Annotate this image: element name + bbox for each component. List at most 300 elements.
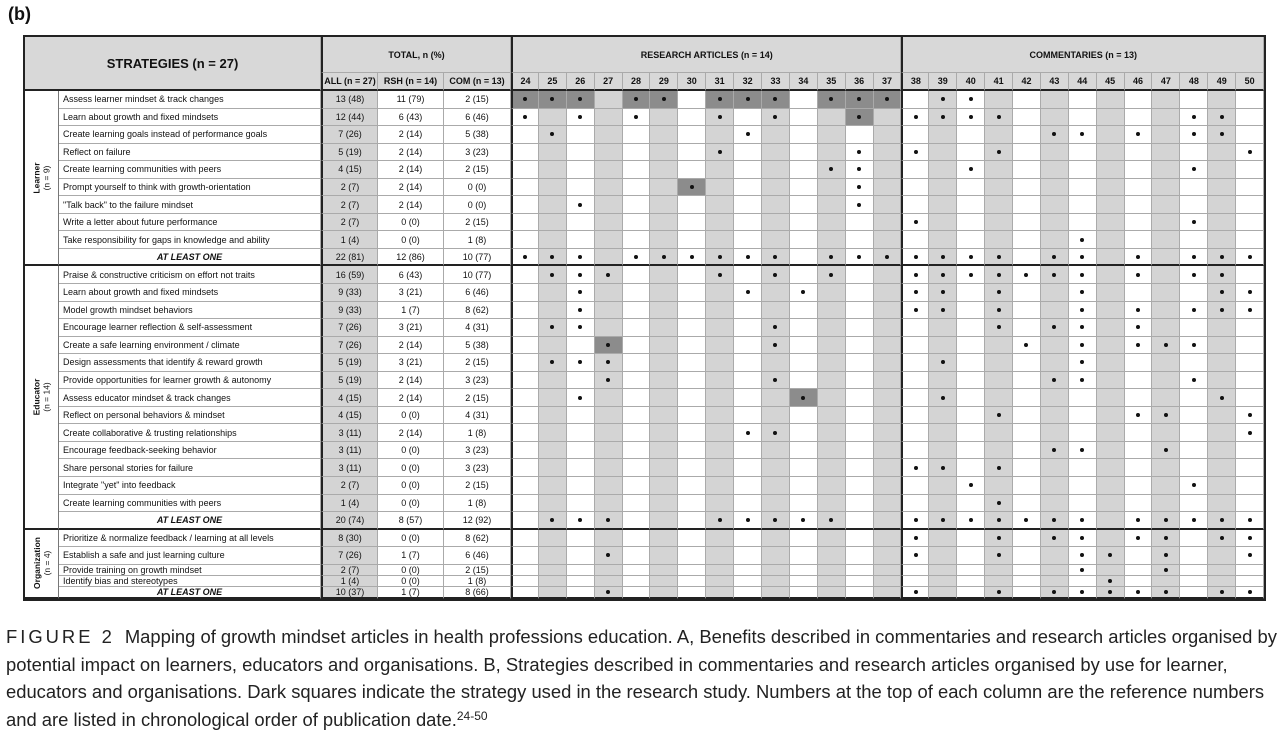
mapping-cell: [874, 126, 902, 144]
mapping-cell: [1097, 231, 1125, 249]
mapping-cell: [790, 512, 818, 530]
mapping-cell: [818, 109, 846, 127]
panel-label: (b): [8, 4, 31, 24]
com-count-cell: 2 (15): [444, 477, 511, 495]
mapping-cell: [790, 587, 818, 599]
mapping-cell: [678, 126, 706, 144]
mapping-cell: [1069, 319, 1097, 337]
rsh-count-cell: 0 (0): [378, 214, 444, 232]
mapping-cell: [929, 109, 957, 127]
mapping-cell: [790, 495, 818, 513]
mapping-cell: [650, 587, 678, 599]
mapping-cell: [790, 407, 818, 425]
mapping-cell: [985, 196, 1013, 214]
mapping-cell: [734, 407, 762, 425]
mapping-cell: [1041, 477, 1069, 495]
mapping-cell: [874, 337, 902, 355]
mapping-cell: [985, 530, 1013, 548]
mapping-cell: [706, 389, 734, 407]
strategy-dot: [1192, 308, 1196, 312]
strategy-label: Learn about growth and fixed mindsets: [59, 284, 321, 302]
strategy-dot: [969, 167, 973, 171]
mapping-cell: [650, 144, 678, 162]
strategy-dot: [606, 518, 610, 522]
mapping-cell: [567, 126, 595, 144]
strategy-label: Prompt yourself to think with growth-orientation: [59, 179, 321, 197]
strategy-label: Share personal stories for failure: [59, 459, 321, 477]
mapping-cell: [1041, 302, 1069, 320]
mapping-cell: [1236, 495, 1264, 513]
mapping-cell: [567, 442, 595, 460]
mapping-cell: [762, 266, 790, 284]
mapping-cell: [957, 372, 985, 390]
com-count-cell: 3 (23): [444, 442, 511, 460]
com-count-cell: 8 (62): [444, 302, 511, 320]
mapping-cell: [734, 372, 762, 390]
mapping-cell: [706, 495, 734, 513]
strategy-dot: [801, 396, 805, 400]
com-count-cell: 1 (8): [444, 576, 511, 587]
commentaries-header: COMMENTARIES (n = 13): [901, 37, 1264, 73]
mapping-cell: [1125, 424, 1153, 442]
all-count-cell: 3 (11): [321, 442, 378, 460]
mapping-cell: [846, 576, 874, 587]
mapping-cell: [1041, 337, 1069, 355]
mapping-cell: [929, 196, 957, 214]
mapping-cell: [511, 530, 539, 548]
mapping-cell: [567, 424, 595, 442]
mapping-cell: [650, 372, 678, 390]
mapping-cell: [567, 576, 595, 587]
mapping-cell: [567, 144, 595, 162]
strategy-label: Learn about growth and fixed mindsets: [59, 109, 321, 127]
mapping-cell: [874, 547, 902, 565]
mapping-cell: [1152, 196, 1180, 214]
mapping-cell: [511, 337, 539, 355]
mapping-cell: [1069, 337, 1097, 355]
mapping-cell: [1208, 459, 1236, 477]
strategy-dot: [1080, 343, 1084, 347]
mapping-cell: [1208, 109, 1236, 127]
mapping-cell: [511, 161, 539, 179]
com-count-cell: 3 (23): [444, 459, 511, 477]
ref-number-header: 44: [1069, 73, 1097, 91]
mapping-cell: [539, 214, 567, 232]
mapping-cell: [567, 214, 595, 232]
mapping-cell: [1069, 161, 1097, 179]
strategy-dot: [606, 378, 610, 382]
mapping-cell: [1180, 214, 1208, 232]
mapping-cell: [929, 424, 957, 442]
mapping-cell: [762, 512, 790, 530]
mapping-cell: [1097, 179, 1125, 197]
rsh-count-cell: 3 (21): [378, 284, 444, 302]
rsh-count-cell: 2 (14): [378, 337, 444, 355]
strategy-dot: [969, 483, 973, 487]
mapping-cell: [1013, 266, 1041, 284]
mapping-cell: [1125, 576, 1153, 587]
mapping-cell: [1208, 91, 1236, 109]
strategy-dot: [662, 97, 666, 101]
mapping-cell: [762, 126, 790, 144]
strategy-dot: [1220, 536, 1224, 540]
ref-number-header: 34: [790, 73, 818, 91]
mapping-cell: [650, 530, 678, 548]
com-count-cell: 3 (23): [444, 372, 511, 390]
strategy-dot: [914, 518, 918, 522]
mapping-cell: [818, 126, 846, 144]
mapping-cell: [539, 109, 567, 127]
ref-number-header: 39: [929, 73, 957, 91]
rsh-count-cell: 2 (14): [378, 179, 444, 197]
mapping-cell: [929, 372, 957, 390]
mapping-cell: [874, 459, 902, 477]
mapping-cell: [929, 144, 957, 162]
all-count-cell: 5 (19): [321, 144, 378, 162]
mapping-cell: [846, 372, 874, 390]
mapping-cell: [539, 459, 567, 477]
mapping-cell: [1069, 284, 1097, 302]
mapping-cell: [1125, 144, 1153, 162]
mapping-cell: [985, 284, 1013, 302]
mapping-cell: [1180, 337, 1208, 355]
mapping-cell: [706, 196, 734, 214]
mapping-cell: [734, 442, 762, 460]
mapping-cell: [567, 354, 595, 372]
mapping-cell: [1013, 407, 1041, 425]
strategy-dot: [578, 308, 582, 312]
mapping-cell: [1013, 231, 1041, 249]
com-count-cell: 3 (23): [444, 144, 511, 162]
mapping-cell: [790, 459, 818, 477]
mapping-cell: [511, 91, 539, 109]
mapping-cell: [818, 372, 846, 390]
strategy-dot: [1080, 568, 1084, 572]
mapping-cell: [1125, 214, 1153, 232]
mapping-cell: [957, 284, 985, 302]
ref-number-header: 42: [1013, 73, 1041, 91]
strategy-dot: [1136, 132, 1140, 136]
mapping-cell: [623, 459, 651, 477]
mapping-cell: [1236, 144, 1264, 162]
strategy-dot: [1136, 518, 1140, 522]
mapping-cell: [1041, 530, 1069, 548]
mapping-cell: [539, 249, 567, 267]
strategy-label: Reflect on failure: [59, 144, 321, 162]
mapping-cell: [957, 161, 985, 179]
mapping-cell: [1041, 319, 1069, 337]
mapping-cell: [539, 161, 567, 179]
mapping-cell: [762, 424, 790, 442]
mapping-cell: [567, 196, 595, 214]
strategy-dot: [857, 167, 861, 171]
mapping-cell: [901, 477, 929, 495]
mapping-cell: [1236, 547, 1264, 565]
mapping-cell: [1097, 530, 1125, 548]
mapping-cell: [929, 266, 957, 284]
mapping-cell: [985, 319, 1013, 337]
mapping-cell: [874, 354, 902, 372]
strategy-label: Identify bias and stereotypes: [59, 576, 321, 587]
strategy-label: Assess educator mindset & track changes: [59, 389, 321, 407]
mapping-cell: [874, 565, 902, 576]
mapping-cell: [539, 126, 567, 144]
mapping-cell: [567, 477, 595, 495]
mapping-cell: [929, 459, 957, 477]
mapping-cell: [762, 372, 790, 390]
strategy-dot: [857, 203, 861, 207]
mapping-cell: [790, 302, 818, 320]
strategy-dot: [997, 290, 1001, 294]
mapping-cell: [985, 424, 1013, 442]
mapping-cell: [957, 266, 985, 284]
strategy-label: Create learning communities with peers: [59, 495, 321, 513]
mapping-cell: [901, 565, 929, 576]
mapping-cell: [1013, 91, 1041, 109]
strategy-dot: [1220, 255, 1224, 259]
mapping-cell: [706, 284, 734, 302]
mapping-cell: [567, 389, 595, 407]
all-count-cell: 4 (15): [321, 407, 378, 425]
rsh-count-cell: 0 (0): [378, 576, 444, 587]
mapping-cell: [539, 565, 567, 576]
mapping-cell: [1125, 266, 1153, 284]
mapping-cell: [567, 337, 595, 355]
mapping-cell: [1097, 284, 1125, 302]
mapping-cell: [567, 530, 595, 548]
mapping-cell: [957, 249, 985, 267]
mapping-cell: [929, 179, 957, 197]
mapping-cell: [901, 389, 929, 407]
mapping-cell: [874, 91, 902, 109]
mapping-cell: [1236, 587, 1264, 599]
strategy-label: Prioritize & normalize feedback / learning at all levels: [59, 530, 321, 548]
mapping-cell: [818, 144, 846, 162]
mapping-cell: [818, 179, 846, 197]
mapping-cell: [706, 372, 734, 390]
mapping-cell: [1180, 231, 1208, 249]
strategy-dot: [550, 132, 554, 136]
mapping-cell: [623, 530, 651, 548]
rsh-count-cell: 1 (7): [378, 302, 444, 320]
strategy-label: Provide training on growth mindset: [59, 565, 321, 576]
group-count: (n = 4): [41, 550, 52, 576]
mapping-cell: [734, 179, 762, 197]
strategy-label: Provide opportunities for learner growth & autonomy: [59, 372, 321, 390]
mapping-cell: [1208, 266, 1236, 284]
mapping-cell: [511, 587, 539, 599]
mapping-cell: [734, 565, 762, 576]
ref-number-header: 45: [1097, 73, 1125, 91]
strategy-label: Design assessments that identify & reward growth: [59, 354, 321, 372]
mapping-cell: [595, 442, 623, 460]
strategy-dot: [941, 97, 945, 101]
strategy-dot: [1052, 132, 1056, 136]
mapping-cell: [901, 547, 929, 565]
mapping-cell: [1069, 495, 1097, 513]
mapping-cell: [901, 91, 929, 109]
mapping-cell: [511, 266, 539, 284]
mapping-cell: [846, 389, 874, 407]
mapping-cell: [1097, 214, 1125, 232]
mapping-cell: [762, 109, 790, 127]
mapping-cell: [511, 354, 539, 372]
all-count-cell: 2 (7): [321, 565, 378, 576]
mapping-cell: [901, 495, 929, 513]
mapping-cell: [650, 231, 678, 249]
mapping-cell: [595, 337, 623, 355]
mapping-cell: [1013, 459, 1041, 477]
strategy-dot: [550, 360, 554, 364]
strategy-dot: [1192, 483, 1196, 487]
rsh-count-cell: 0 (0): [378, 495, 444, 513]
strategy-dot: [550, 518, 554, 522]
mapping-cell: [539, 231, 567, 249]
strategy-label: Reflect on personal behaviors & mindset: [59, 407, 321, 425]
mapping-cell: [1041, 547, 1069, 565]
mapping-cell: [985, 91, 1013, 109]
mapping-cell: [678, 266, 706, 284]
mapping-cell: [595, 249, 623, 267]
mapping-cell: [1125, 249, 1153, 267]
ref-number-header: 28: [623, 73, 651, 91]
mapping-cell: [846, 587, 874, 599]
mapping-cell: [1125, 179, 1153, 197]
mapping-cell: [874, 231, 902, 249]
mapping-cell: [762, 302, 790, 320]
strategy-dot: [578, 273, 582, 277]
mapping-cell: [539, 196, 567, 214]
mapping-cell: [1041, 231, 1069, 249]
mapping-cell: [1208, 179, 1236, 197]
strategy-dot: [941, 115, 945, 119]
strategy-dot: [746, 431, 750, 435]
strategy-dot: [1052, 536, 1056, 540]
mapping-cell: [1180, 587, 1208, 599]
mapping-cell: [901, 512, 929, 530]
all-count-cell: 9 (33): [321, 302, 378, 320]
mapping-cell: [985, 126, 1013, 144]
mapping-cell: [1180, 91, 1208, 109]
mapping-cell: [1236, 565, 1264, 576]
mapping-cell: [1097, 91, 1125, 109]
mapping-cell: [511, 576, 539, 587]
total-header: TOTAL, n (%): [321, 37, 511, 73]
mapping-cell: [846, 249, 874, 267]
rsh-count-cell: 2 (14): [378, 144, 444, 162]
mapping-cell: [1069, 231, 1097, 249]
mapping-cell: [706, 477, 734, 495]
mapping-cell: [595, 407, 623, 425]
strategy-dot: [690, 185, 694, 189]
com-count-cell: 12 (92): [444, 512, 511, 530]
strategy-dot: [1108, 590, 1112, 594]
mapping-cell: [650, 161, 678, 179]
mapping-cell: [1208, 126, 1236, 144]
strategy-label: Encourage learner reflection & self-assessment: [59, 319, 321, 337]
strategy-label: Create learning communities with peers: [59, 161, 321, 179]
mapping-cell: [1041, 587, 1069, 599]
strategy-dot: [941, 255, 945, 259]
mapping-cell: [678, 319, 706, 337]
mapping-cell: [1041, 249, 1069, 267]
mapping-cell: [678, 196, 706, 214]
mapping-cell: [734, 266, 762, 284]
mapping-cell: [790, 576, 818, 587]
mapping-cell: [1180, 512, 1208, 530]
mapping-cell: [790, 284, 818, 302]
mapping-cell: [901, 302, 929, 320]
mapping-cell: [818, 337, 846, 355]
mapping-cell: [1097, 442, 1125, 460]
mapping-cell: [985, 477, 1013, 495]
mapping-cell: [985, 495, 1013, 513]
strategy-dot: [829, 167, 833, 171]
mapping-cell: [790, 477, 818, 495]
mapping-cell: [706, 512, 734, 530]
rsh-count-cell: 2 (14): [378, 389, 444, 407]
mapping-cell: [678, 424, 706, 442]
mapping-cell: [957, 231, 985, 249]
mapping-cell: [650, 477, 678, 495]
strategy-dot: [914, 290, 918, 294]
mapping-cell: [595, 477, 623, 495]
mapping-cell: [1208, 214, 1236, 232]
mapping-cell: [985, 407, 1013, 425]
mapping-cell: [1041, 214, 1069, 232]
mapping-cell: [790, 424, 818, 442]
mapping-cell: [1069, 214, 1097, 232]
mapping-cell: [595, 389, 623, 407]
mapping-cell: [623, 372, 651, 390]
all-count-cell: 13 (48): [321, 91, 378, 109]
strategy-label: Write a letter about future performance: [59, 214, 321, 232]
mapping-cell: [929, 354, 957, 372]
strategy-dot: [550, 325, 554, 329]
mapping-cell: [1152, 109, 1180, 127]
rsh-count-cell: 6 (43): [378, 109, 444, 127]
com-count-cell: 5 (38): [444, 126, 511, 144]
mapping-cell: [1125, 319, 1153, 337]
mapping-cell: [874, 495, 902, 513]
ref-number-header: 36: [846, 73, 874, 91]
mapping-cell: [846, 530, 874, 548]
mapping-cell: [1236, 214, 1264, 232]
mapping-cell: [706, 587, 734, 599]
mapping-cell: [650, 266, 678, 284]
strategy-dot: [773, 378, 777, 382]
mapping-cell: [595, 512, 623, 530]
strategy-dot: [1192, 220, 1196, 224]
ref-number-header: 29: [650, 73, 678, 91]
com-count-header: COM (n = 13): [444, 73, 511, 91]
mapping-cell: [1208, 337, 1236, 355]
mapping-cell: [734, 161, 762, 179]
mapping-cell: [1208, 587, 1236, 599]
mapping-cell: [539, 179, 567, 197]
mapping-cell: [901, 442, 929, 460]
mapping-cell: [985, 179, 1013, 197]
strategy-dot: [1080, 448, 1084, 452]
rsh-count-cell: 0 (0): [378, 477, 444, 495]
mapping-cell: [511, 319, 539, 337]
mapping-cell: [623, 354, 651, 372]
rsh-count-cell: 2 (14): [378, 161, 444, 179]
strategy-dot: [1220, 518, 1224, 522]
strategy-dot: [1164, 590, 1168, 594]
mapping-cell: [678, 587, 706, 599]
mapping-cell: [1013, 284, 1041, 302]
